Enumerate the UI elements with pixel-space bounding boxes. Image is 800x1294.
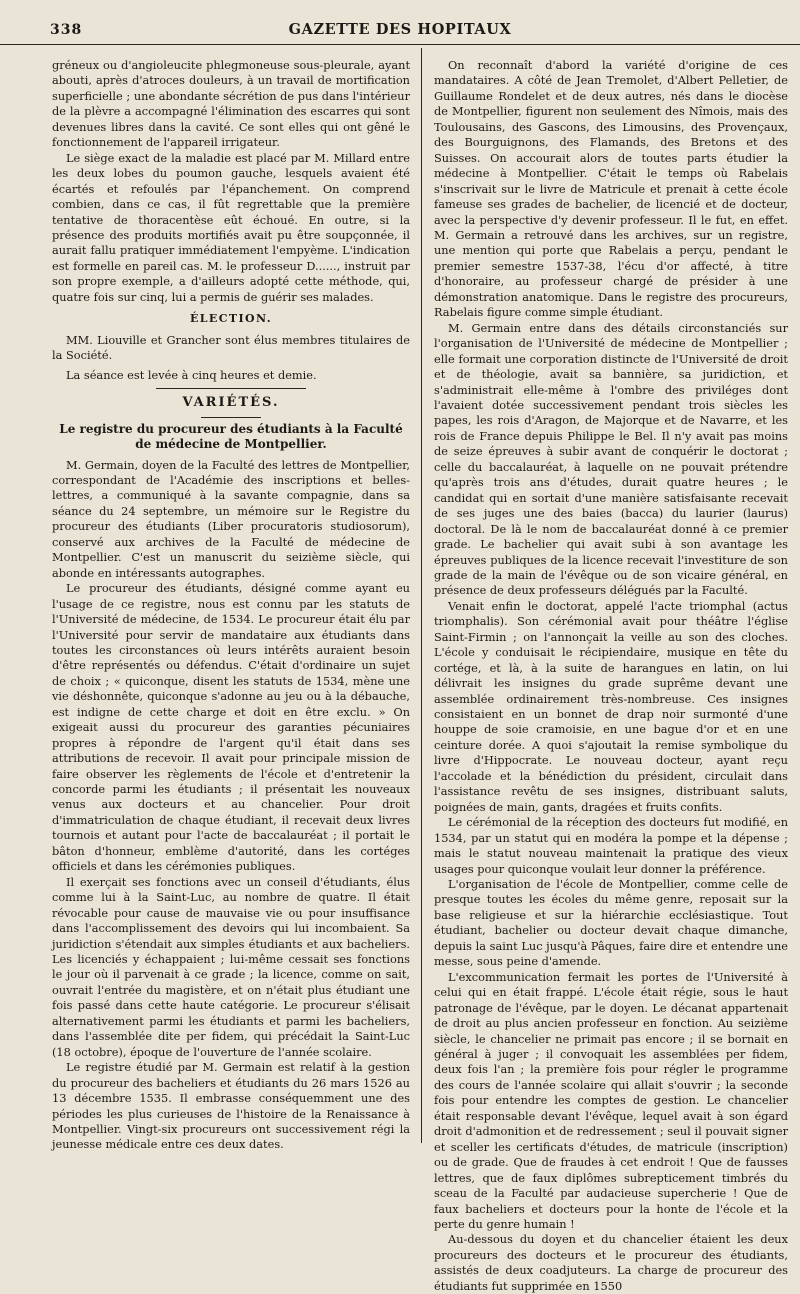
section-rule <box>201 417 261 418</box>
paragraph: Venait enfin le doctorat, appelé l'acte triomphal (actus triomphalis). Son cérémonial avait pour théâtre l'église Saint-Firmin ; on l'annonçait la veille au son des cloches. L'école y conduisait le récipiendaire, musique en tête du cortége, et là, à la suite de harangues en latin, on lui délivrait les insignes du grade suprême devant une assemblée ordinairement très-nombreuse. Ces insignes consistaient en un bonnet de drap noir surmonté d'une houppe de soie cramoisie, en une bague d'or et en une ceinture dorée. A quoi s'ajoutait la remise symbolique du livre d'Hippocrate. Le nouveau docteur, ayant reçu l'accolade et la bénédiction du président, circulait dans l'assistance revêtu de ses insignes, distribuant saluts, poignées de main, gants, dragées et fruits confits. <box>434 598 788 814</box>
paragraph: L'excommunication fermait les portes de l'Université à celui qui en était frappé. L'école était régie, sous le haut patronage de l'évêque, par le doyen. Le décanat appartenait de droit au plus ancien professeur en fonction. Au seizième siècle, le chancelier ne primait pas encore ; il se bornait en général à juger ; il convoquait les assemblées per fidem, deux fois l'an ; la première fois pour régler le programme des cours de l'année scolaire qui allait s'ouvrir ; la seconde fois pour entendre les comptes de gestion. Le chancelier était responsable devant l'évêque, lequel avait à son égard droit d'admonition et de redressement ; seul il pouvait signer et sceller les certificats d'études, de matricule (inscription) ou de grade. Que de fraudes à cet endroit ! Que de fausses lettres, que de faux diplômes subrepticement timbrés du sceau de la Faculté par audacieuse supercherie ! Que de faux bacheliers et docteurs pour la honte de l'école et la perte du genre humain ! <box>434 969 788 1231</box>
running-title: GAZETTE DES HOPITAUX <box>288 21 512 38</box>
paragraph: Le cérémonial de la réception des docteurs fut modifié, en 1534, par un statut qui en modéra la pompe et la dépense ; mais le statut nouveau maintenait la pratique des vieux usages pour quiconque voulait leur donner la préférence. <box>434 815 788 876</box>
section-heading-election: ÉLECTION. <box>190 312 272 326</box>
paragraph: La séance est levée à cinq heures et demie. <box>66 367 317 382</box>
page-header <box>0 0 800 45</box>
paragraph: Le registre étudié par M. Germain est relatif à la gestion du procureur des bacheliers et étudiants du 26 mars 1526 au 13 décembre 1535. Il embrasse conséquemment une des périodes les plus curieuses de l'histoire de la Renaissance à Montpellier. Vingt-six procureurs ont successivement régi la jeunesse médicale entre ces deux dates. <box>52 1060 410 1152</box>
right-column <box>434 58 788 1293</box>
paragraph: Il exerçait ses fonctions avec un conseil d'étudiants, élus comme lui à la Saint-Luc, au nombre de quatre. Il était révocable pour cause de mauvaise vie ou pour insuffisance dans l'accomplissement des devoirs qui lui incombaient. Sa juridiction s'étendait aux simples étudiants et aux bacheliers. Les licenciés y échappaient ; lui-même cessait ses fonctions le jour où il parvenait à ce grade ; la licence, comme on sait, ouvrait l'entrée du magistère, et on n'était plus étudiant une fois passé dans cette haute catégorie. Le procureur s'élisait alternativement parmi les étudiants et parmi les bacheliers, dans l'assemblée dite per fidem, qui précédait la Saint-Luc (18 octobre), époque de l'ouverture de l'année scolaire. <box>52 874 410 1059</box>
paragraph: Au-dessous du doyen et du chancelier étaient les deux procureurs des docteurs et le procureur des étudiants, assistés de deux coadjuteurs. La charge de procureur des étudiants fut supprimée en 1550 <box>434 1232 788 1293</box>
section-heading-varietes: VARIÉTÉS. <box>182 395 280 411</box>
paragraph: M. Germain entre dans des détails circonstanciés sur l'organisation de l'Université de médecine de Montpellier ; elle formait une corporation distincte de l'Université de droit et de théologie, avait sa bannière, sa juridiction, et s'administrait elle-même à l'ombre des priviléges dont l'avaient dotée successivement pendant trois siècles les papes, les rois d'Aragon, de Majorque et de Navarre, et les rois de France depuis Philippe le Bel. Il n'y avait pas moins de seize épreuves à subir avant de conquérir le doctorat ; celle du baccalauréat, à laquelle on ne pouvait prétendre qu'après trois ans d'études, durait quatre heures ; le candidat qui en sortait d'une manière satisfaisante recevait de ses juges une des baies (bacca) du laurier (laurus) doctoral. De là le nom de baccalauréat donné à ce premier grade. Le bachelier qui avait subi à son avantage les épreuves publiques de la licence recevait l'investiture de son grade de la main de l'évêque ou de son vicaire général, en présence de deux professeurs délégués par la Faculté. <box>434 320 788 598</box>
left-column <box>52 58 410 1152</box>
section-rule <box>156 388 306 389</box>
article-title: Le registre du procureur des étudiants à la Faculté de médecine de Montpellier. <box>59 421 403 451</box>
paragraph: M. Germain, doyen de la Faculté des lettres de Montpellier, correspondant de l'Académie des inscriptions et belles-lettres, a communiqué à la savante compagnie, dans sa séance du 24 septembre, un mémoire sur le Registre du procureur des étudiants (Liber procuratoris studiosorum), conservé aux archives de la Faculté de médecine de Montpellier. C'est un manuscrit du seizième siècle, qui abonde en intéressants autographes. <box>52 457 410 580</box>
paragraph: Le siège exact de la maladie est placé par M. Millard entre les deux lobes du poumon gauche, lesquels avaient été écartés et refoulés par l'épanchement. On comprend combien, dans ce cas, il fût regrettable que la première tentative de thoracentèse eût échoué. En outre, si la présence des produits mortifiés avait pu être soupçonnée, il aurait fallu pratiquer immédiatement l'empyème. L'indication est formelle en pareil cas. M. le professeur D......, instruit par son propre exemple, a d'ailleurs adopté cette méthode, qui, quatre fois sur cinq, lui a permis de guérir ses malades. <box>52 150 410 304</box>
column-divider <box>421 48 422 1143</box>
page-number: 338 <box>50 22 83 38</box>
paragraph: Le procureur des étudiants, désigné comme ayant eu l'usage de ce registre, nous est connu par les statuts de l'Université de médecine, de 1534. Le procureur était élu par l'Université pour servir de mandataire aux étudiants dans toutes les circonstances où leurs intérêts auraient besoin d'être représentés ou défendus. C'était d'ordinaire un sujet de choix ; « quiconque, disent les statuts de 1534, mène une vie déshonnête, quiconque s'adonne au jeu ou à la débauche, est indigne de cette charge et doit en être exclu. » On exigeait aussi du procureur des garanties pécuniaires propres à répondre de l'argent qu'il était dans ses attributions de recevoir. Il avait pour principale mission de faire observer les règlements de l'école et d'entretenir la concorde parmi les étudiants ; il présentait les nouveaux venus aux docteurs et au chancelier. Pour droit d'immatriculation de chaque étudiant, il recevait deux livres tournois et autant pour l'acte de baccalauréat ; il portait le bâton d'honneur, emblème d'autorité, dans les cortéges officiels et dans les cérémonies publiques. <box>52 581 410 874</box>
paragraph: MM. Liouville et Grancher sont élus membres titulaires de la Société. <box>52 332 410 363</box>
paragraph: L'organisation de l'école de Montpellier, comme celle de presque toutes les écoles du même genre, reposait sur la base religieuse et sur la hiérarchie ecclésiastique. Tout étudiant, bachelier ou docteur devait chaque dimanche, depuis la saint Luc jusqu'à Pâques, faire dire et entendre une messe, sous peine d'amende. <box>434 877 788 969</box>
paragraph: gréneux ou d'angioleucite phlegmoneuse sous-pleurale, ayant abouti, après d'atroces douleurs, à un travail de mortification superficielle ; une abondante sécrétion de pus dans l'intérieur de la plèvre a accompagné l'élimination des escarres qui sont devenues libres dans la cavité. Ce sont elles qui ont gêné le fonctionnement de l'appareil irrigateur. <box>52 58 410 150</box>
paragraph: On reconnaît d'abord la variété d'origine de ces mandataires. A côté de Jean Tremolet, d'Albert Pelletier, de Guillaume Rondelet et de deux autres, nés dans le diocèse de Montpellier, figurent non seulement des Nîmois, mais des Toulousains, des Gascons, des Limousins, des Provençaux, des Bourguignons, des Flamands, des Bretons et des Suisses. On accourait alors de toutes parts étudier la médecine à Montpellier. C'était le temps où Rabelais s'inscrivait sur le livre de Matricule et prenait à cette école fameuse ses grades de bachelier, de licencié et de docteur, avec la perspective d'y devenir professeur. Il le fut, en effet. M. Germain a retrouvé dans les archives, sur un registre, une mention qui porte que Rabelais a perçu, pendant le premier semestre 1537-38, l'écu d'or affecté, à titre d'honoraire, au professeur chargé de présider à une démonstration anatomique. Dans le registre des procureurs, Rabelais figure comme simple étudiant. <box>434 58 788 320</box>
